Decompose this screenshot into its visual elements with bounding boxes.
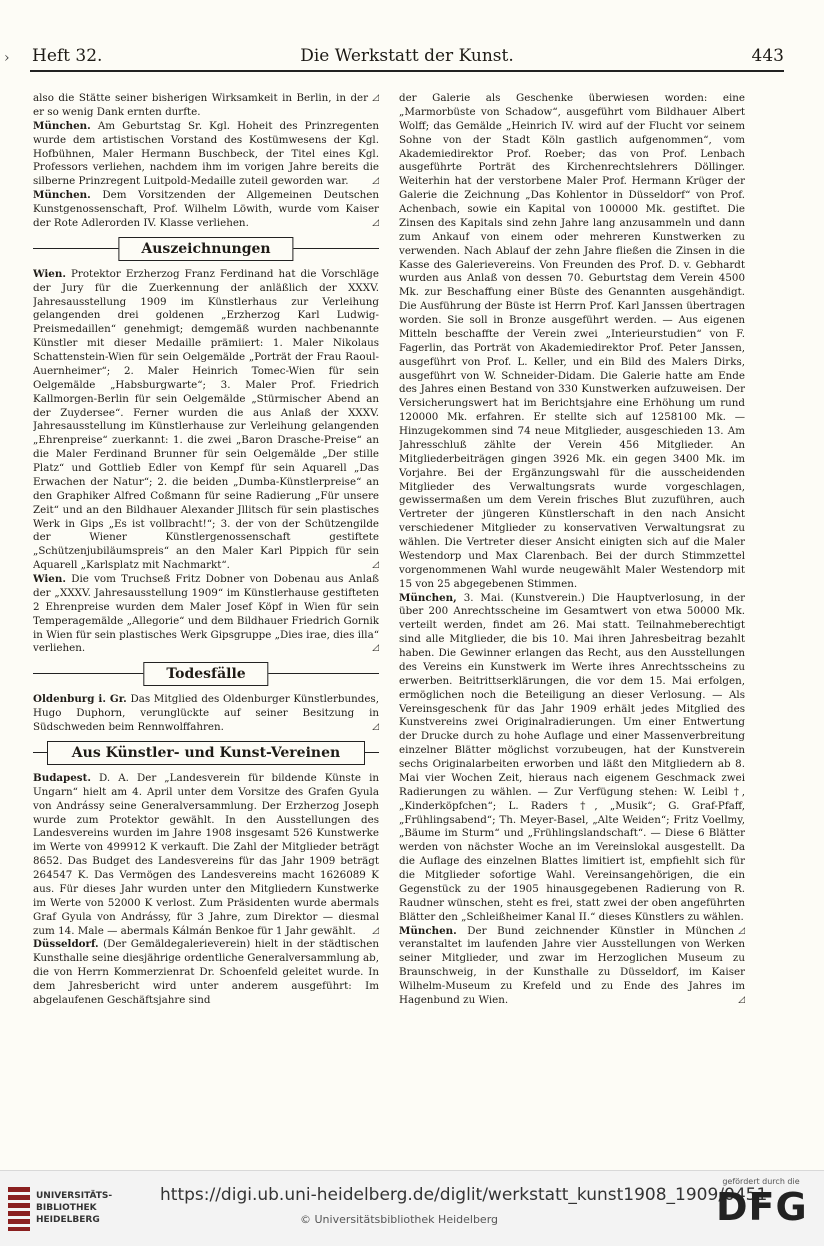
library-name-line-2: BIBLIOTHEK <box>36 1203 97 1213</box>
section-heading-deaths <box>33 662 379 686</box>
left-column <box>33 92 379 1119</box>
library-name-line-3: HEIDELBERG <box>36 1215 100 1225</box>
paragraph-duesseldorf-continued: der Galerie als Geschenke überwiesen worden: eine „Marmorbüste von Schadow“, ausgeführt vom Bildhauer Albert Wolff; das Gemälde „Heinrich IV. wird auf der Flucht vor seinem Sohne von der Stadt Köln gastlich aufgenommen“, vom Akademiedirektor Prof. Roeber; das von Prof. Lenbach ausgeführte Porträt des Kirchenrechtslehrers Döllinger. Weiterhin hat der verstorbene Maler Prof. Hermann Krüger der Galerie die Zeichnung „Das Kohlentor in Düsseldorf“ von Prof. Achenbach, sowie ein Kapital von 100000 Mk. gestiftet. Die Zinsen des Kapitals sind zehn Jahre lang anzusammeln und dann zum Ankauf von einem oder mehreren Kunstwerken zu verwenden. Nach Ablauf der zehn Jahre fließen die Zinsen in die Kasse des Galerievereins. Von Freunden des Prof. D. v. Gebhardt wurden aus Anlaß von dessen 70. Geburtstag dem Verein 4500 Mk. zur Beschaffung einer Büste des Genannten ausgehändigt. Die Ausführung der Büste ist Herrn Prof. Karl Janssen übertragen worden. Sie soll in Bronze ausgeführt werden. — Aus eigenen Mitteln beschaffte der Verein zwei „Interieurstudien“ von F. Fagerlin, das Porträt von Akademiedirektor Prof. Peter Janssen, ausgeführt von Prof. L. Keller, und ein Bild des Malers Dirks, ausgeführt von W. Schneider-Didam. Die Galerie hatte am Ende des Jahres einen Bestand von 330 Kunstwerken aufzuweisen. Der Versicherungswert hat im Berichtsjahre eine Erhöhung um rund 120000 Mk. erfahren. Er stellte sich auf 1258100 Mk. — Hinzugekommen sind 74 neue Mitglieder, ausgeschieden 13. Am Jahresschluß zählte der Verein 456 Mitglieder. An Mitgliederbeiträgen gingen 3926 Mk. ein gegen 3400 Mk. im Vorjahre. Bei der Ergänzungswahl für die ausscheidenden Mitglieder des Verwaltungsrats wurde vorgeschlagen, gewissermaßen um dem Verein frisches Blut zuzuführen, auch Vertreter der jüngeren Künstlerschaft in den nach Ansicht verschiedener Mitglieder zu konservativen Verwaltungsrat zu wählen. Die Vertreter dieser Ansicht einigten sich auf die Maler Westendorp und Max Clarenbach. Bei der durch Stimmzettel vorgenommenen Wahl wurde neugewählt Maler Westendorp mit 15 von 25 abgegebenen Stimmen. <box>399 92 745 590</box>
viewer-footer <box>0 1170 824 1246</box>
dfg-wordmark: DFG <box>716 1185 808 1229</box>
paragraph-oldenburg: Oldenburg i. Gr. Das Mitglied des Oldenburger Künstlerbundes, Hugo Duphorn, verunglückte auf seiner Besitzung in Südschweden beim Rennwolffahren. ◿ <box>33 693 379 733</box>
paragraph-duesseldorf: Düsseldorf. (Der Gemäldegalerieverein) hielt in der städtischen Kunsthalle seine diesjährige ordentliche Generalversammlung ab, die von Herrn Kommerzienrat Dr. Schoenfeld geleitet wurde. In dem Jahresbericht wird unter anderem ausgeführt: Im abgelaufenen Geschäftsjahre sind <box>33 938 379 1006</box>
section-heading-clubs <box>33 741 379 765</box>
issue-number: Heft 32. <box>32 46 103 66</box>
library-logo-icon <box>8 1187 30 1231</box>
paragraph-muenchen-3: München, 3. Mai. (Kunstverein.) Die Hauptverlosung, in der über 200 Anrechtsscheine im Gesamtwert von etwa 50000 Mk. verteilt werden, findet am 26. Mai statt. Teilnahmeberechtigt sind alle Mitglieder, die bis 10. Mai ihren Jahresbeitrag bezahlt haben. Die Gewinner erlangen das Recht, aus den Ausstellungen des Vereins ein Kunstwerk im Werte ihres Anrechtsscheins zu erwerben. Beitrittserklärungen, die vor dem 15. Mai erfolgen, ermöglichen noch die Beteiligung an dieser Verlosung. — Als Vereinsgeschenk für das Jahr 1909 erhält jedes Mitglied des Kunstvereins zwei Originalradierungen. Um einer Entwertung der Drucke durch zu hohe Auflage und einer Massenverbreitung einzelner Blätter möglichst vorzubeugen, hat der Kunstverein sechs Originalarbeiten erworben und läßt den Mitgliedern ab 8. Mai vier Wochen Zeit, hieraus nach eigenem Geschmack zwei Radierungen zu wählen. — Zur Verfügung stehen: W. Leibl †, „Kinderköpfchen“; L. Raders †, „Musik“; G. Graf-Pfaff, „Frühlingsabend“; Th. Meyer-Basel, „Alte Weiden“; Fritz Voellmy, „Bäume im Sturm“ und „Frühlingslandschaft“. — Diese 6 Blätter werden von nächster Woche an im Vereinslokal ausgestellt. Da die Auflage des einzelnen Blattes limitiert ist, empfiehlt sich für die Mitglieder sofortige Wahl. Vereinsangehörigen, die ein Gegenstück zu der 1905 hinausgegebenen Radierung von R. Raudner wünschen, steht es frei, statt zwei der oben angeführten Blätter den „Schleißheimer Kanal II.“ dieses Künstlers zu wählen. ◿ <box>399 591 745 936</box>
end-mark: ◿ <box>372 93 379 103</box>
running-header <box>30 44 784 72</box>
paragraph-intro: ◿ also die Stätte seiner bisherigen Wirksamkeit in Berlin, in der er so wenig Dank ernten durfte. <box>33 92 379 118</box>
library-logo[interactable] <box>8 1183 128 1235</box>
right-column <box>399 92 745 1119</box>
permalink-url[interactable]: https://digi.ub.uni-heidelberg.de/diglit/werkstatt_kunst1908_1909/0451 <box>160 1185 768 1205</box>
page-number: 443 <box>751 46 784 66</box>
dfg-logo[interactable] <box>716 1177 806 1228</box>
library-name-line-1: UNIVERSITÄTS- <box>36 1191 113 1201</box>
section-heading-awards <box>33 237 379 261</box>
paragraph-budapest: Budapest. D. A. Der „Landesverein für bildende Künste in Ungarn“ hielt am 4. April unter dem Vorsitze des Grafen Gyula von Andrássy seine Generalversammlung. Der Erzherzog Joseph wurde zum Protektor gewählt. In den Ausstellungen des Landesvereins wurden im Jahre 1908 insgesamt 526 Kunstwerke im Werte von 499912 K verkauft. Die Zahl der Mitglieder beträgt 8652. Das Budget des Landesvereins für das Jahr 1909 beträgt 264547 K. Das Vermögen des Landesvereins macht 1626089 K aus. Für dieses Jahr wurden unter den Mitgliedern Kunstwerke im Werte von 52000 K verlost. Zum Präsidenten wurde abermals Graf Gyula von Andrássy, für 3 Jahre, zum Direktor — diesmal zum 14. Male — abermals Kálmán Benkoe für 1 Jahr gewählt. ◿ <box>33 771 379 937</box>
paragraph-wien-2: Wien. Die vom Truchseß Fritz Dobner von Dobenau aus Anlaß der „XXXV. Jahresausstellung 1909“ im Künstlerhause gestifteten 2 Ehrenpreise wurden dem Maler Josef Köpf in Wien für sein Temperagemälde „Allegorie“ und dem Bildhauer Friedrich Gornik in Wien für sein plastisches Werk Gipsgruppe „Dies irae, dies illa“ verliehen. ◿ <box>33 573 379 655</box>
gutter-mark: › <box>4 50 10 66</box>
copyright-notice: © Universitätsbibliothek Heidelberg <box>300 1213 499 1226</box>
paragraph-wien-1: Wien. Protektor Erzherzog Franz Ferdinand hat die Vorschläge der Jury für die Zuerkennung der anläßlich der XXXV. Jahresausstellung 1909 im Künstlerhaus zur Verleihung gelangenden drei goldenen „Erzherzog Karl Ludwig-Preismedaillen“ genehmigt; demgemäß wurden nachbenannte Künstler mit dieser Medaille prämiiert: 1. Maler Nikolaus Schattenstein-Wien für sein Oelgemälde „Porträt der Frau Raoul-Auernheimer“; 2. Maler Heinrich Tomec-Wien für sein Oelgemälde „Habsburgwarte“; 3. Maler Prof. Friedrich Kallmorgen-Berlin für sein Oelgemälde „Stürmischer Abend an der Zuydersee“. Ferner wurden die aus Anlaß der XXXV. Jahresausstellung im Künstlerhause zur Verleihung gelangenden „Ehrenpreise“ zuerkannt: 1. die zwei „Baron Drasche-Preise“ an die Maler Ferdinand Brunner für sein Oelgemälde „Der stille Platz“ und Gottlieb Edler von Kempf für sein Aquarell „Das Erwachen der Natur“; 2. die beiden „Dumba-Künstlerpreise“ an den Graphiker Alfred Coßmann für seine Radierung „Für unsere Zeit“ und an den Bildhauer Alexander Jllitsch für sein plastisches Werk in Gips „Es ist vollbracht!“; 3. der von der Schützengilde der Wiener Künstlergenossenschaft gestiftete „Schützenjubiläumspreis“ an den Maler Karl Pippich für sein Aquarell „Karlsplatz mit Nachmarkt“. ◿ <box>33 267 379 572</box>
journal-title: Die Werkstatt der Kunst. <box>300 46 514 66</box>
heading-deaths-text: Todesfälle <box>143 662 268 686</box>
dfg-funded-by: gefördert durch die <box>722 1177 800 1186</box>
heading-clubs-text: Aus Künstler- und Kunst-Vereinen <box>47 741 365 765</box>
paragraph-muenchen-2: München. Dem Vorsitzenden der Allgemeinen Deutschen Kunstgenossenschaft, Prof. Wilhelm Löwith, wurde vom Kaiser der Rote Adlerorden IV. Klasse verliehen. ◿ <box>33 189 379 229</box>
paragraph-muenchen-4: München. Der Bund zeichnender Künstler in München veranstaltet im laufenden Jahre vier Ausstellungen von Werken seiner Mitglieder, und zwar im Herzoglichen Museum zu Braunschweig, in der Kunsthalle zu Düsseldorf, im Kaiser Wilhelm-Museum zu Krefeld und zu Ende des Jahres im Hagenbund zu Wien. ◿ <box>399 924 745 1006</box>
paragraph-muenchen-1: München. Am Geburtstag Sr. Kgl. Hoheit des Prinzregenten wurde dem artistischen Vorstand des Kostümwesens der Kgl. Hofbühnen, Maler Hermann Buschbeck, der Titel eines Kgl. Professors verliehen, nachdem ihm im vorigen Jahre bereits die silberne Prinzregent Luitpold-Medaille zuteil geworden war. ◿ <box>33 119 379 188</box>
heading-awards-text: Auszeichnungen <box>118 237 293 261</box>
